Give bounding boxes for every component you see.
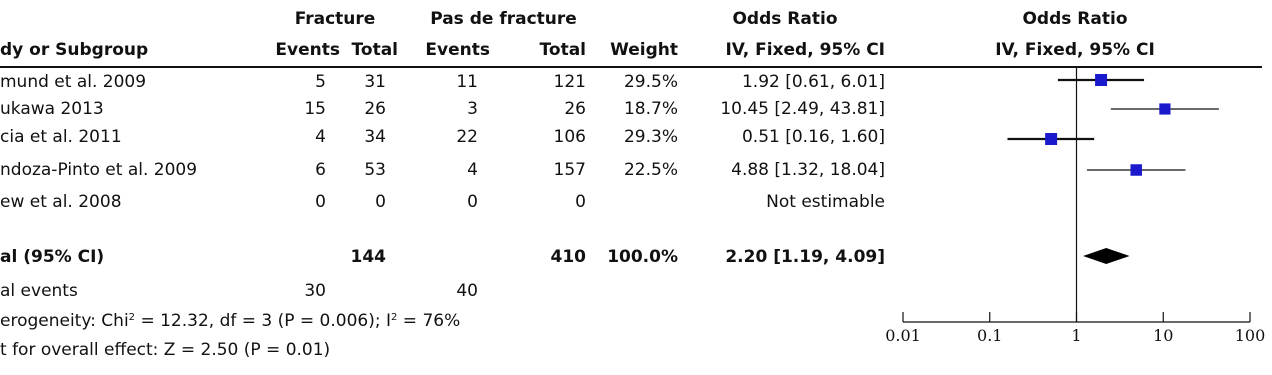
group1-header: Fracture xyxy=(294,9,376,29)
total1-cell: 26 xyxy=(364,99,386,119)
heterogeneity-prefix: erogeneity: Chi xyxy=(0,311,129,331)
study-name: cia et al. 2011 xyxy=(0,127,122,147)
study-name: ukawa 2013 xyxy=(0,99,104,119)
events2-cell: 4 xyxy=(467,160,478,180)
total2-cell: 121 xyxy=(553,72,586,92)
i-superscript: 2 xyxy=(391,312,398,323)
study-marker xyxy=(1159,103,1170,114)
total-weight-cell: 100.0% xyxy=(607,247,678,267)
group2-header: Pas de fracture xyxy=(430,9,577,29)
x-tick-label: 10 xyxy=(1153,326,1174,345)
study-name: ndoza-Pinto et al. 2009 xyxy=(0,160,198,180)
weight-cell: 29.3% xyxy=(623,127,678,147)
weight-cell: 29.5% xyxy=(623,72,678,92)
study-name: ew et al. 2008 xyxy=(0,192,122,212)
method-header-right: IV, Fixed, 95% CI xyxy=(995,40,1155,60)
chi-superscript: 2 xyxy=(128,312,136,323)
x-tick-label: 1 xyxy=(1071,326,1082,345)
total2-cell: 0 xyxy=(575,192,586,212)
events1-cell: 15 xyxy=(304,99,326,119)
total1-cell: 53 xyxy=(364,160,386,180)
events1-header: Events xyxy=(275,40,340,60)
events2-cell: 0 xyxy=(467,192,478,212)
study-column-header: dy or Subgroup xyxy=(0,40,149,60)
weight-header: Weight xyxy=(610,40,678,60)
or-ci-cell: 4.88 [1.32, 18.04] xyxy=(731,160,885,180)
or-header-right: Odds Ratio xyxy=(1022,9,1128,29)
study-marker xyxy=(1130,164,1141,175)
study-marker xyxy=(1095,74,1107,86)
heterogeneity-suffix: = 76% xyxy=(397,311,461,331)
study-name: mund et al. 2009 xyxy=(0,72,147,92)
total-label: al (95% CI) xyxy=(0,247,105,267)
or-ci-cell: 1.92 [0.61, 6.01] xyxy=(741,72,885,92)
pooled-diamond xyxy=(1083,248,1130,264)
total-or-ci-cell: 2.20 [1.19, 4.09] xyxy=(725,247,885,267)
x-tick-label: 0.1 xyxy=(977,326,1003,345)
total1-cell: 144 xyxy=(350,247,386,267)
total2-cell: 106 xyxy=(553,127,586,147)
total2-cell: 410 xyxy=(550,247,586,267)
or-header-left: Odds Ratio xyxy=(732,9,838,29)
events2-total: 40 xyxy=(456,281,478,301)
total1-cell: 34 xyxy=(364,127,386,147)
or-ci-cell: 10.45 [2.49, 43.81] xyxy=(720,99,885,119)
events-label: al events xyxy=(0,281,78,301)
total2-cell: 157 xyxy=(553,160,586,180)
events2-cell: 11 xyxy=(456,72,478,92)
events2-header: Events xyxy=(425,40,490,60)
overall-effect-text: t for overall effect: Z = 2.50 (P = 0.01) xyxy=(0,340,331,360)
events2-cell: 22 xyxy=(456,127,478,147)
events2-cell: 3 xyxy=(467,99,478,119)
weight-cell: 22.5% xyxy=(623,160,678,180)
x-tick-label: 100 xyxy=(1234,326,1266,345)
total2-header: Total xyxy=(539,40,586,60)
events1-cell: 6 xyxy=(315,160,326,180)
heterogeneity-mid: = 12.32, df = 3 (P = 0.006); I xyxy=(135,311,392,331)
events1-cell: 4 xyxy=(315,127,326,147)
total2-cell: 26 xyxy=(564,99,586,119)
total1-cell: 0 xyxy=(375,192,386,212)
x-tick-label: 0.01 xyxy=(885,326,921,345)
weight-cell: 18.7% xyxy=(623,99,678,119)
or-ci-cell: Not estimable xyxy=(766,192,885,212)
method-header-left: IV, Fixed, 95% CI xyxy=(725,40,885,60)
events1-total: 30 xyxy=(304,281,326,301)
total1-header: Total xyxy=(351,40,398,60)
total1-cell: 31 xyxy=(364,72,386,92)
or-ci-cell: 0.51 [0.16, 1.60] xyxy=(741,127,885,147)
study-marker xyxy=(1045,133,1057,145)
events1-cell: 5 xyxy=(315,72,326,92)
events1-cell: 0 xyxy=(315,192,326,212)
